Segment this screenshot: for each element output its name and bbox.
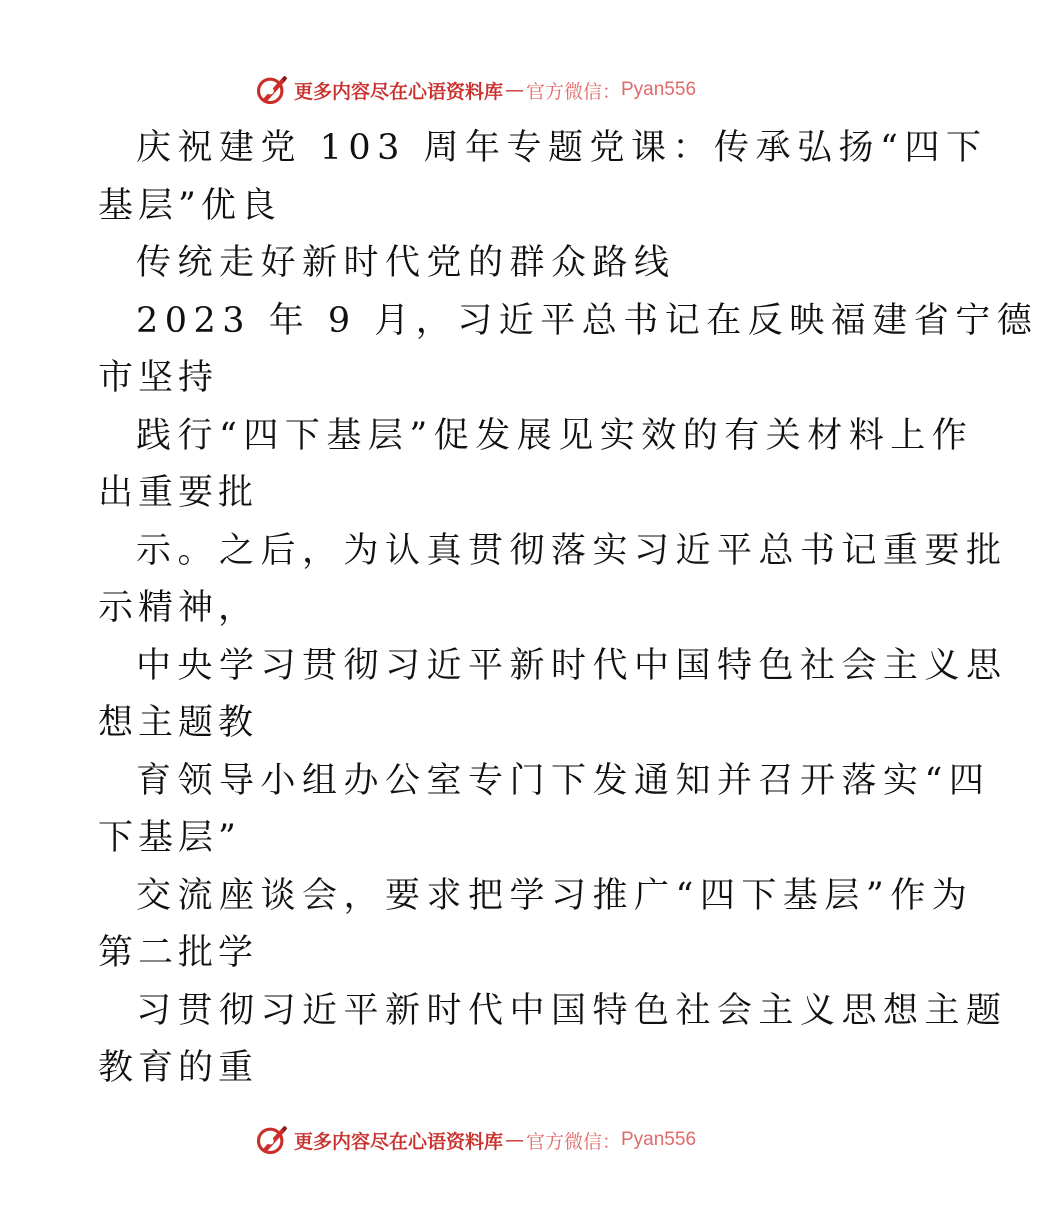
- text-line: 第二批学: [98, 933, 259, 973]
- text-line: 出重要批: [98, 473, 259, 513]
- text-line: 习贯彻习近平新时代中国特色社会主义思想主题: [136, 990, 1008, 1031]
- text-line: 想主题教: [98, 703, 259, 743]
- pen-circle-logo-icon: [254, 72, 290, 108]
- title-line-1: 庆祝建党 103 周年专题党课：传承弘扬“四下: [136, 128, 988, 168]
- page-header-watermark: [0, 70, 950, 110]
- pen-circle-logo-icon: [254, 1122, 290, 1158]
- page-footer-watermark: [0, 1120, 950, 1160]
- text-line: 2023 年 9 月，习近平总书记在反映福建省宁德: [136, 300, 1038, 341]
- watermark-wechat-label: 官方微信：: [525, 1130, 621, 1153]
- watermark-wechat-label: 官方微信：: [525, 80, 621, 103]
- text-line: 育领导小组办公室专门下发通知并召开落实“四: [136, 760, 991, 801]
- title-line-2: 基层”优良: [98, 185, 281, 226]
- text-line: 践行“四下基层”促发展见实效的有关材料上作: [136, 415, 974, 456]
- text-line: 交流座谈会，要求把学习推广“四下基层”作为: [136, 875, 974, 916]
- watermark-main-text: 更多内容尽在心语资料库: [293, 1130, 503, 1153]
- text-line: 市坚持: [98, 358, 219, 398]
- watermark-dash: —: [504, 1129, 524, 1151]
- text-line: 示精神，: [98, 588, 259, 628]
- text-line: 中央学习贯彻习近平新时代中国特色社会主义思: [136, 645, 1008, 686]
- text-line: 下基层”: [98, 818, 241, 858]
- text-line: 传统走好新时代党的群众路线: [136, 243, 676, 283]
- watermark-wechat-id: Pyan556: [621, 79, 697, 100]
- watermark-wechat-id: Pyan556: [621, 1129, 697, 1150]
- text-line: 教育的重: [98, 1048, 259, 1088]
- watermark-main-text: 更多内容尽在心语资料库: [293, 80, 503, 103]
- document-body: [98, 120, 1038, 1098]
- watermark-dash: —: [504, 79, 524, 101]
- text-line: 示。之后，为认真贯彻落实习近平总书记重要批: [136, 530, 1008, 571]
